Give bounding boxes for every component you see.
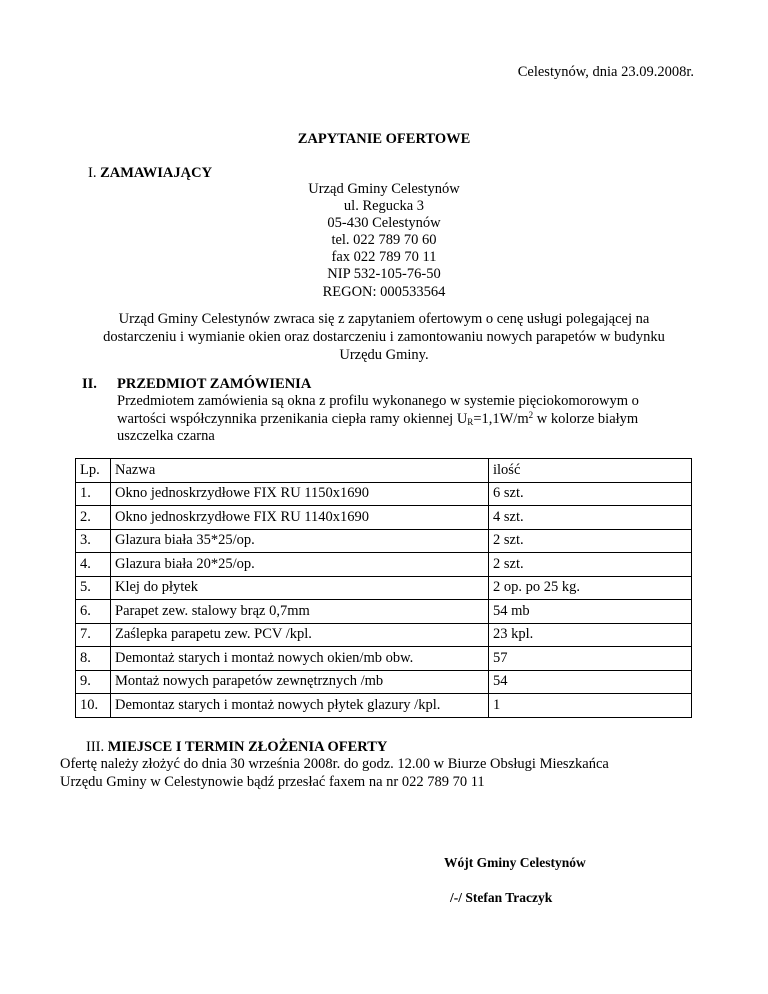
table-row xyxy=(76,600,692,624)
section-1-title: ZAMAWIAJĄCY xyxy=(100,165,213,181)
section-3-number: III. xyxy=(86,739,105,755)
document-title: ZAPYTANIE OFERTOWE xyxy=(297,131,471,147)
address-line: Urząd Gminy Celestynów xyxy=(308,181,460,197)
section-3-title: MIEJSCE I TERMIN ZŁOŻENIA OFERTY xyxy=(107,739,388,755)
superscript: 2 xyxy=(528,409,534,420)
subscript: R xyxy=(467,416,474,427)
cell-lp: 8. xyxy=(76,647,111,671)
intro-line: Urząd Gminy Celestynów zwraca się z zapytaniem ofertowym o cenę usługi polegającej na xyxy=(118,311,650,327)
cell-qty: 1 xyxy=(489,694,692,718)
cell-lp: 2. xyxy=(76,506,111,530)
cell-name: Glazura biała 35*25/op. xyxy=(111,529,489,553)
cell-qty: 23 kpl. xyxy=(489,623,692,647)
section-3-line: Urzędu Gminy w Celestynowie bądź przesłać faxem na nr 022 789 70 11 xyxy=(60,773,485,790)
section-2-description xyxy=(117,393,692,446)
cell-lp: 5. xyxy=(76,576,111,600)
cell-qty: 54 xyxy=(489,670,692,694)
cell-name: Klej do płytek xyxy=(111,576,489,600)
table-row xyxy=(76,647,692,671)
signature-name: /-/ Stefan Traczyk xyxy=(450,890,553,905)
description-line xyxy=(117,411,692,429)
address-line: 05-430 Celestynów xyxy=(327,215,441,232)
cell-name: Demontaż starych i montaż nowych okien/mb obw. xyxy=(111,647,489,671)
cell-name: Glazura biała 20*25/op. xyxy=(111,553,489,577)
table-row xyxy=(76,694,692,718)
cell-qty: 2 szt. xyxy=(489,553,692,577)
cell-name: Okno jednoskrzydłowe FIX RU 1140x1690 xyxy=(111,506,489,530)
header-lp: Lp. xyxy=(76,459,111,483)
header-name: Nazwa xyxy=(111,459,489,483)
cell-name: Parapet zew. stalowy brąz 0,7mm xyxy=(111,600,489,624)
intro-line: dostarczeniu i wymianie okien oraz dostarczeniu i zamontowaniu nowych parapetów w budynku xyxy=(103,329,665,345)
cell-qty: 2 szt. xyxy=(489,529,692,553)
address-line: tel. 022 789 70 60 xyxy=(331,232,437,249)
cell-lp: 3. xyxy=(76,529,111,553)
intro-paragraph xyxy=(60,310,708,364)
table-row xyxy=(76,670,692,694)
cell-lp: 1. xyxy=(76,482,111,506)
cell-qty: 6 szt. xyxy=(489,482,692,506)
table-row xyxy=(76,553,692,577)
orderer-address xyxy=(234,181,534,301)
section-2-number: II. xyxy=(82,376,97,392)
description-text: wartości współczynnika przenikania ciepła ramy okiennej U xyxy=(117,410,468,427)
cell-name: Zaślepka parapetu zew. PCV /kpl. xyxy=(111,623,489,647)
cell-name: Demontaz starych i montaż nowych płytek glazury /kpl. xyxy=(111,694,489,718)
address-line: NIP 532-105-76-50 xyxy=(327,266,441,283)
place-date: Celestynów, dnia 23.09.2008r. xyxy=(517,64,694,80)
cell-qty: 57 xyxy=(489,647,692,671)
table-header-row xyxy=(76,459,692,483)
table-row xyxy=(76,506,692,530)
section-2-heading xyxy=(82,376,311,393)
description-text: w kolorze białym xyxy=(533,410,639,427)
description-text: =1,1W/m xyxy=(473,410,529,427)
cell-qty: 54 mb xyxy=(489,600,692,624)
header-qty: ilość xyxy=(489,459,692,483)
table-row xyxy=(76,623,692,647)
cell-lp: 7. xyxy=(76,623,111,647)
section-3-text xyxy=(60,756,700,791)
cell-qty: 2 op. po 25 kg. xyxy=(489,576,692,600)
table-row xyxy=(76,576,692,600)
section-2-title: PRZEDMIOT ZAMÓWIENIA xyxy=(117,376,312,392)
section-3-line: Ofertę należy złożyć do dnia 30 września 2008r. do godz. 12.00 w Biurze Obsługi Mieszkańca xyxy=(60,756,609,772)
description-line: uszczelka czarna xyxy=(117,428,215,444)
cell-lp: 10. xyxy=(76,694,111,718)
items-table-body xyxy=(76,459,692,718)
cell-lp: 6. xyxy=(76,600,111,624)
items-table xyxy=(75,458,692,718)
cell-name: Montaż nowych parapetów zewnętrznych /mb xyxy=(111,670,489,694)
address-line: REGON: 000533564 xyxy=(322,283,446,300)
table-row xyxy=(76,529,692,553)
cell-lp: 9. xyxy=(76,670,111,694)
section-1-heading xyxy=(88,165,212,182)
cell-name: Okno jednoskrzydłowe FIX RU 1150x1690 xyxy=(111,482,489,506)
section-1-number: I. xyxy=(88,165,97,181)
intro-line: Urzędu Gminy. xyxy=(339,347,429,363)
table-row xyxy=(76,482,692,506)
section-3-heading xyxy=(86,739,387,756)
address-line: ul. Regucka 3 xyxy=(343,198,425,215)
cell-qty: 4 szt. xyxy=(489,506,692,530)
cell-lp: 4. xyxy=(76,553,111,577)
address-line: fax 022 789 70 11 xyxy=(331,249,437,266)
description-line: Przedmiotem zamówienia są okna z profilu wykonanego w systemie pięciokomorowym o xyxy=(117,393,639,409)
signature-title: Wójt Gminy Celestynów xyxy=(444,855,586,870)
